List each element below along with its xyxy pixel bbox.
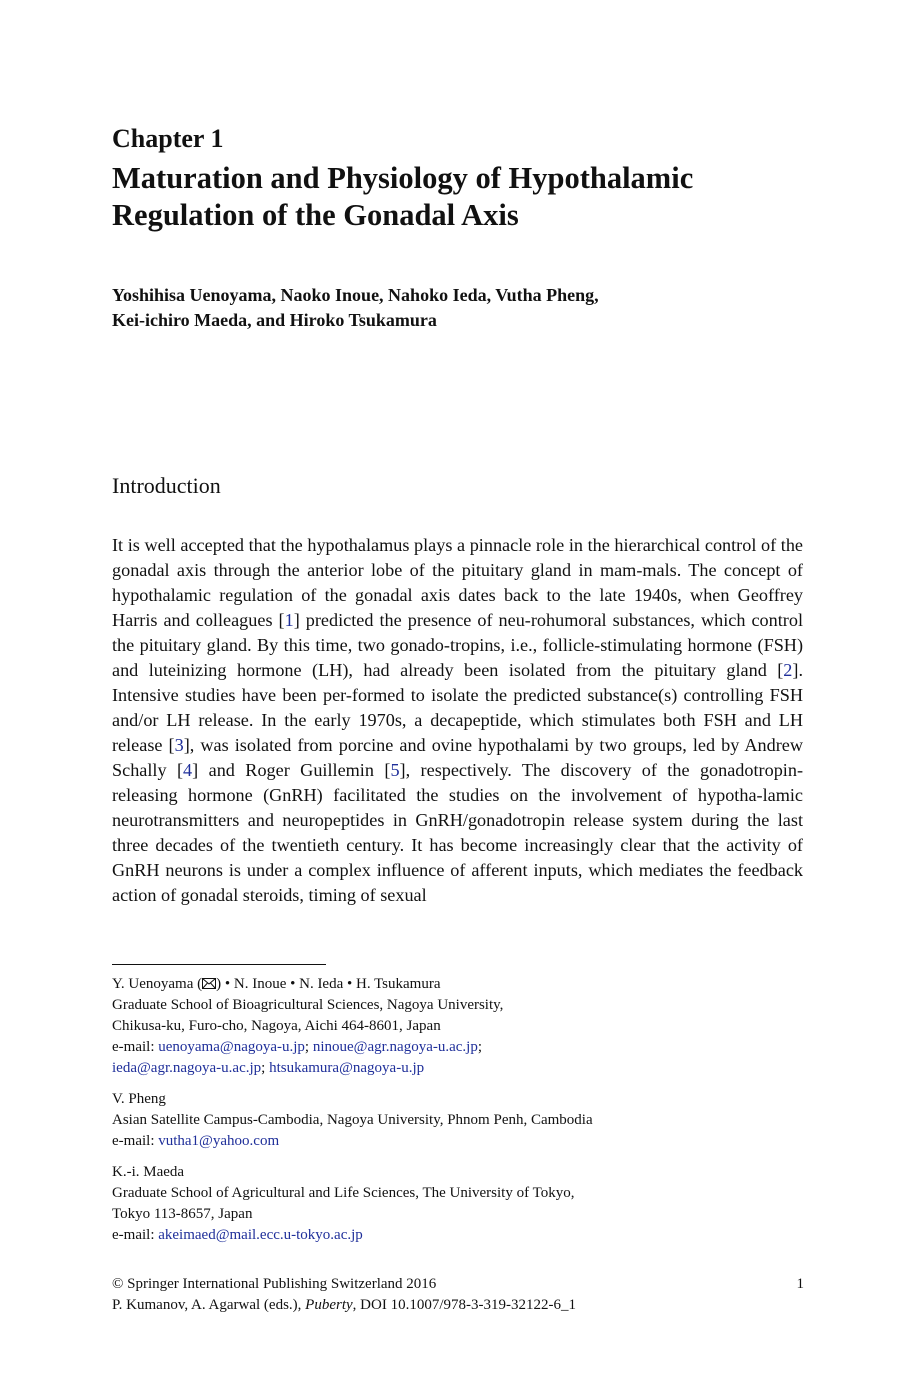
book-doi: , DOI 10.1007/978-3-319-32122-6_1 (352, 1297, 576, 1313)
body-text-segment: ], was isolated from porcine and ovine hypothalami by two groups, led by Andrew Schally [ (112, 735, 803, 780)
citation-link-1[interactable]: 1 (284, 610, 294, 630)
affiliation-names: V. Pheng (112, 1091, 166, 1107)
envelope-icon (202, 978, 216, 989)
affiliation-names (112, 974, 812, 995)
affiliation-institution: Graduate School of Agricultural and Life Sciences, The University of Tokyo, (112, 1185, 575, 1201)
affiliation-institution: Graduate School of Bioagricultural Sciences, Nagoya University, (112, 997, 504, 1013)
book-editors: P. Kumanov, A. Agarwal (eds.), (112, 1297, 306, 1313)
citation-link-2[interactable]: 2 (783, 660, 793, 680)
author-line-1: Yoshihisa Uenoyama, Naoko Inoue, Nahoko Ieda, Vutha Pheng, (112, 285, 599, 305)
introduction-paragraph (112, 533, 803, 908)
affiliation-block-2 (112, 1089, 812, 1152)
email-separator: ; (261, 1060, 270, 1076)
affiliation-email-line-2 (112, 1058, 812, 1079)
body-text-segment: ] and Roger Guillemin [ (192, 760, 391, 780)
affiliation-name-text: Y. Uenoyama ( (112, 976, 203, 992)
affiliation-institution: Asian Satellite Campus-Cambodia, Nagoya University, Phnom Penh, Cambodia (112, 1112, 593, 1128)
book-citation (112, 1295, 576, 1316)
body-text-segment: It is well accepted that the hypothalamus plays a pinnacle role in the hierarchical control of the gonadal axis through the anterior lobe of the pituitary gland in mam-mals. The concept of hypothalamic regulation of the gonadal axis dates back to the late 1940s, when Geoffrey Harris and colleagues [ (112, 535, 803, 630)
email-separator: ; (477, 1039, 483, 1055)
email-link-ieda[interactable]: ieda@agr.nagoya-u.ac.jp (112, 1060, 262, 1076)
author-line-2: Kei-ichiro Maeda, and Hiroko Tsukamura (112, 310, 437, 330)
copyright-notice: © Springer International Publishing Switzerland 2016 (112, 1276, 437, 1292)
citation-link-3[interactable]: 3 (174, 735, 184, 755)
chapter-title-line-1: Maturation and Physiology of Hypothalamic (112, 161, 694, 195)
footnote-divider (112, 964, 326, 965)
citation-link-4[interactable]: 4 (183, 760, 193, 780)
affiliation-address: Tokyo 113-8657, Japan (112, 1206, 253, 1222)
affiliation-names: K.-i. Maeda (112, 1164, 185, 1180)
chapter-label: Chapter 1 (112, 124, 224, 153)
affiliation-block-3 (112, 1162, 812, 1246)
email-separator: ; (304, 1039, 313, 1055)
body-text-segment: ], respectively. The discovery of the gonadotropin-releasing hormone (GnRH) facilitated the studies on the involvement of hypotha-lamic neurotransmitters and neuropeptides in GnRH/gonadotropin release system during the last three decades of the twentieth century. It has become increasingly clear that the activity of GnRH neurons is under a complex influence of afferent inputs, which mediates the feedback action of gonadal steroids, timing of sexual (112, 760, 803, 905)
email-link-vutha[interactable]: vutha1@yahoo.com (158, 1133, 280, 1149)
email-link-ninoue[interactable]: ninoue@agr.nagoya-u.ac.jp (312, 1039, 478, 1055)
affiliation-block-1 (112, 974, 812, 1079)
email-link-uenoyama[interactable]: uenoyama@nagoya-u.jp (158, 1039, 305, 1055)
chapter-title-line-2: Regulation of the Gonadal Axis (112, 198, 519, 232)
email-link-htsukamura[interactable]: htsukamura@nagoya-u.jp (269, 1060, 425, 1076)
affiliation-email-line (112, 1037, 812, 1058)
affiliation-address: Chikusa-ku, Furo-cho, Nagoya, Aichi 464-8601, Japan (112, 1018, 441, 1034)
affiliation-email-line (112, 1225, 812, 1246)
email-label: e-mail: (112, 1039, 159, 1055)
page-number: 1 (796, 1276, 804, 1292)
body-text-segment: ]. Intensive studies have been per-formed to isolate the predicted substance(s) controlling FSH and/or LH release. In the early 1970s, a decapeptide, which stimulates both FSH and LH release [ (112, 660, 803, 755)
affiliation-name-text: ) • N. Inoue • N. Ieda • H. Tsukamura (216, 976, 441, 992)
email-label: e-mail: (112, 1227, 159, 1243)
citation-link-5[interactable]: 5 (390, 760, 400, 780)
email-label: e-mail: (112, 1133, 159, 1149)
body-text-segment: ] predicted the presence of neu-rohumoral substances, which control the pituitary gland. By this time, two gonado-tropins, i.e., follicle-stimulating hormone (FSH) and luteinizing hormone (LH), had already been isolated from the pituitary gland [ (112, 610, 803, 680)
section-heading-introduction: Introduction (112, 473, 221, 498)
affiliation-email-line (112, 1131, 812, 1152)
email-link-akeimaed[interactable]: akeimaed@mail.ecc.u-tokyo.ac.jp (158, 1227, 363, 1243)
chapter-title (112, 160, 812, 234)
author-list (112, 283, 812, 333)
book-title: Puberty (305, 1297, 353, 1313)
